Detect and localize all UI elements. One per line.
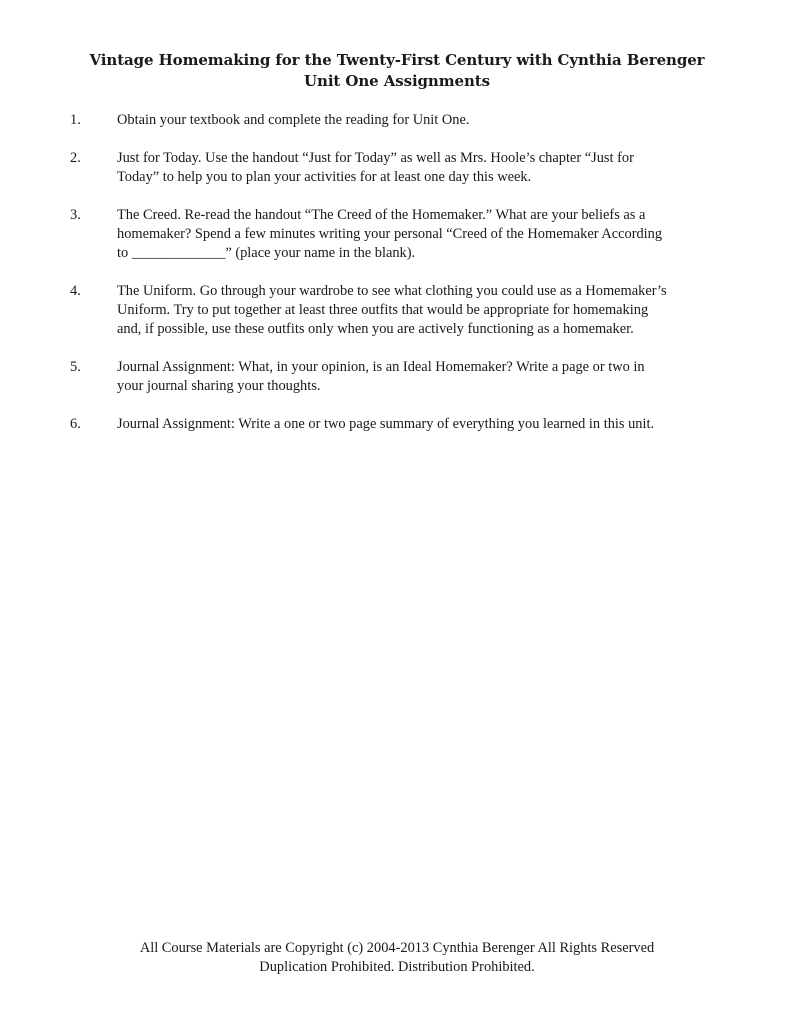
assignment-number: 6. <box>70 416 81 432</box>
copyright-notice: All Course Materials are Copyright (c) 2004-2013 Cynthia Berenger All Rights Reserved <box>139 940 655 956</box>
assignment-item-6 <box>0 415 794 434</box>
assignment-number: 1. <box>70 112 81 128</box>
copyright-footer <box>0 939 794 977</box>
assignment-line: Journal Assignment: What, in your opinion, is an Ideal Homemaker? Write a page or two in <box>117 359 645 375</box>
assignment-item-5 <box>0 358 794 396</box>
assignment-list <box>0 111 794 453</box>
document-subtitle: Unit One Assignments <box>304 72 490 90</box>
assignment-text <box>117 149 722 187</box>
assignment-text <box>117 111 722 130</box>
assignment-text <box>117 415 722 434</box>
assignment-line: Just for Today. Use the handout “Just for Today” as well as Mrs. Hoole’s chapter “Just for <box>117 150 634 166</box>
assignment-item-3 <box>0 206 794 263</box>
assignment-text <box>117 282 722 339</box>
duplication-notice: Duplication Prohibited. Distribution Prohibited. <box>259 959 535 975</box>
assignment-number: 4. <box>70 283 81 299</box>
assignment-line: to _____________” (place your name in the blank). <box>117 245 416 261</box>
document-header <box>0 50 794 92</box>
assignment-line: homemaker? Spend a few minutes writing your personal “Creed of the Homemaker According <box>117 226 663 242</box>
assignment-line: The Creed. Re-read the handout “The Creed of the Homemaker.” What are your beliefs as a <box>117 207 646 223</box>
document-title: Vintage Homemaking for the Twenty-First Century with Cynthia Berenger <box>89 51 705 69</box>
assignment-line: Journal Assignment: Write a one or two page summary of everything you learned in this unit. <box>117 416 655 432</box>
assignment-line: and, if possible, use these outfits only when you are actively functioning as a homemaker. <box>117 321 634 337</box>
assignment-line: Obtain your textbook and complete the reading for Unit One. <box>117 112 470 128</box>
assignment-item-1 <box>0 111 794 130</box>
assignment-number: 5. <box>70 359 81 375</box>
assignment-item-4 <box>0 282 794 339</box>
assignment-text <box>117 206 722 263</box>
assignment-number: 3. <box>70 207 81 223</box>
assignment-line: Today” to help you to plan your activities for at least one day this week. <box>117 169 532 185</box>
assignment-line: your journal sharing your thoughts. <box>117 378 321 394</box>
assignment-line: Uniform. Try to put together at least three outfits that would be appropriate for homemaking <box>117 302 649 318</box>
assignment-item-2 <box>0 149 794 187</box>
assignment-line: The Uniform. Go through your wardrobe to see what clothing you could use as a Homemaker’s <box>117 283 667 299</box>
assignment-text <box>117 358 722 396</box>
assignment-number: 2. <box>70 150 81 166</box>
